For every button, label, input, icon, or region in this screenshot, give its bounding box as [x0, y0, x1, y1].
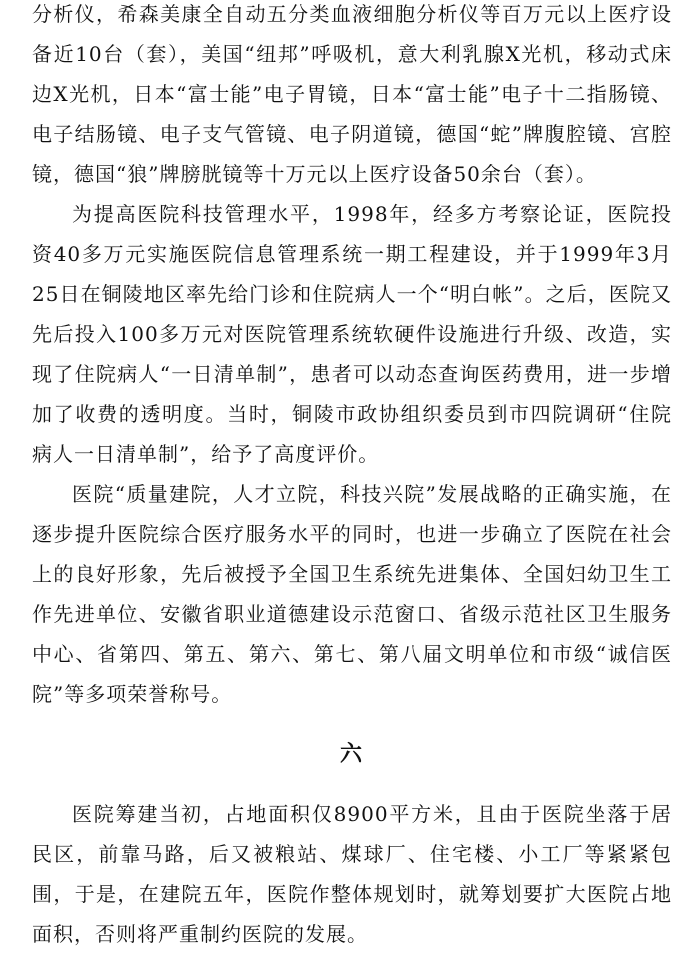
- document-page: [32, 0, 672, 954]
- paragraph-land-area: 医院筹建当初，占地面积仅8900平方米，且由于医院坐落于居民区，前靠马路，后又被粮站、煤球厂、住宅楼、小工厂等紧紧包围，于是，在建院五年，医院作整体规划时，就筹划要扩大医院占地面积，否则将严重制约医院的发展。: [32, 802, 672, 946]
- section-heading: 六: [339, 741, 364, 767]
- paragraph-honors: 医院“质量建院，人才立院，科技兴院”发展战略的正确实施，在逐步提升医院综合医疗服务水平的同时，也进一步确立了医院在社会上的良好形象，先后被授予全国卫生系统先进集体、全国妇幼卫生工作先进单位、安徽省职业道德建设示范窗口、省级示范社区卫生服务中心、省第四、第五、第六、第七、第八届文明单位和市级“诚信医院”等多项荣誉称号。: [32, 482, 672, 706]
- paragraph-continuation: 分析仪，希森美康全自动五分类血液细胞分析仪等百万元以上医疗设备近10台（套），美国“纽邦”呼吸机，意大利乳腺X光机，移动式床边X光机，日本“富士能”电子胃镜，日本“富士能”电子十二指肠镜、电子结肠镜、电子支气管镜、电子阴道镜，德国“蛇”牌腹腔镜、宫腔镜，德国“狼”牌膀胱镜等十万元以上医疗设备50余台（套）。: [32, 2, 672, 186]
- paragraph-information-system: 为提高医院科技管理水平，1998年，经多方考察论证，医院投资40多万元实施医院信息管理系统一期工程建设，并于1999年3月25日在铜陵地区率先给门诊和住院病人一个“明白帐”。之后，医院又先后投入100多万元对医院管理系统软硬件设施进行升级、改造，实现了住院病人“一日清单制”，患者可以动态查询医药费用，进一步增加了收费的透明度。当时，铜陵市政协组织委员到市四院调研“住院病人一日清单制”，给予了高度评价。: [32, 202, 672, 466]
